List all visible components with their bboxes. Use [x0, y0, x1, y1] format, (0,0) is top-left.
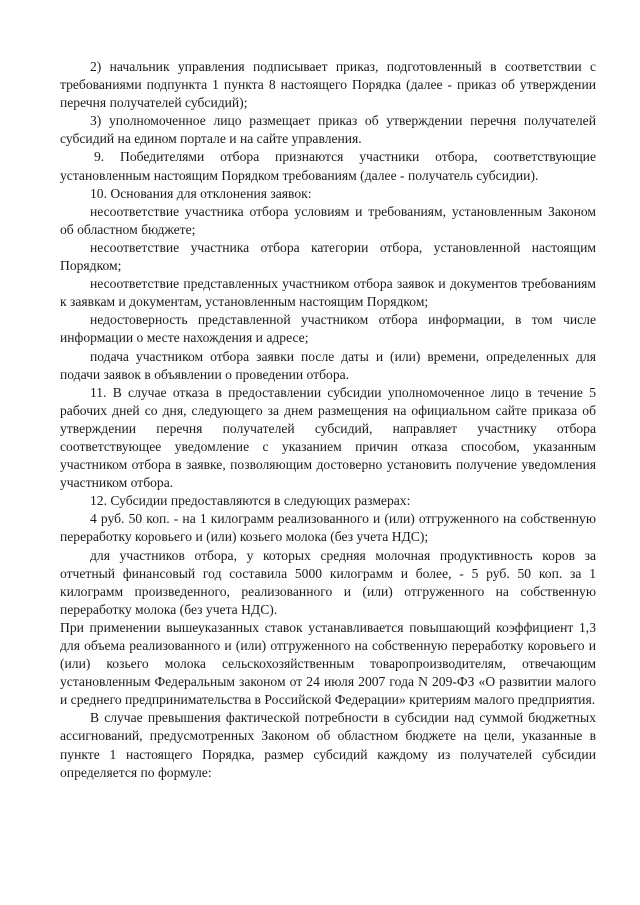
document-page: [60, 58, 596, 782]
paragraph-item-11: 11. В случае отказа в предоставлении субсидии уполномоченное лицо в течение 5 рабочих дней со дня, следующего за днем размещения на официальном сайте приказа об утверждении перечня получателей субсидий, направляет участнику отбора соответствующее уведомление с указанием причин отказа способом, указанным участником отбора в заявке, позволяющим достоверно установить получение уведомления участником отбора.: [60, 384, 596, 491]
paragraph-subitem-3: 3) уполномоченное лицо размещает приказ об утверждении перечня получателей субсидий на едином портале и на сайте управления.: [60, 113, 596, 147]
paragraph-rate-1: 4 руб. 50 коп. - на 1 килограмм реализованного и (или) отгруженного на собственную переработку коровьего и (или) козьего молока (без учета НДС);: [60, 511, 596, 545]
paragraph-rejection-reason-1: несоответствие участника отбора условиям и требованиям, установленным Законом об областном бюджете;: [60, 203, 596, 237]
paragraph-item-12: 12. Субсидии предоставляются в следующих размерах:: [90, 493, 411, 509]
paragraph-subitem-2: 2) начальник управления подписывает приказ, подготовленный в соответствии с требованиями подпункта 1 пункта 8 настоящего Порядка (далее - приказ об утверждении перечня получателей субсидий);: [60, 59, 596, 111]
paragraph-item-9: 9. Победителями отбора признаются участники отбора, соответствующие установленным настоящим Порядком требованиям (далее - получатель субсидии).: [60, 149, 596, 183]
paragraph-item-10: 10. Основания для отклонения заявок:: [90, 185, 312, 201]
paragraph-rejection-reason-4: недостоверность представленной участником отбора информации, в том числе информации о месте нахождения и адресе;: [60, 312, 596, 346]
paragraph-rejection-reason-3: несоответствие представленных участником отбора заявок и документов требованиям к заявкам и документам, установленным настоящим Порядком;: [60, 276, 596, 310]
paragraph-rejection-reason-5: подача участником отбора заявки после даты и (или) времени, определенных для подачи заявок в объявлении о проведении отбора.: [60, 348, 596, 382]
paragraph-rejection-reason-2: несоответствие участника отбора категории отбора, установленной настоящим Порядком;: [60, 239, 596, 274]
paragraph-rate-2: для участников отбора, у которых средняя молочная продуктивность коров за отчетный финансовый год составила 5000 килограмм и более, - 5 руб. 50 коп. за 1 килограмм произведенного, реализованного и (или) отгруженного на собственную переработку молока (без учета НДС).: [60, 547, 596, 617]
paragraph-coefficient: При применении вышеуказанных ставок устанавливается повышающий коэффициент 1,3 для объема реализованного и (или) отгруженного на собственную переработку коровьего и (или) козьего молока сельскохозяйственным товаропроизводителям, отвечающим установленным Федеральным законом от 24 июля 2007 года N 209-ФЗ «О развитии малого и среднего предпринимательства в Российской Федерации» критериям малого предприятия.: [60, 619, 596, 708]
paragraph-formula-intro: В случае превышения фактической потребности в субсидии над суммой бюджетных ассигнований, предусмотренных Законом об областном бюджете на цели, указанные в пункте 1 настоящего Порядка, размер субсидий каждому из получателей субсидии определяется по формуле:: [60, 710, 596, 780]
